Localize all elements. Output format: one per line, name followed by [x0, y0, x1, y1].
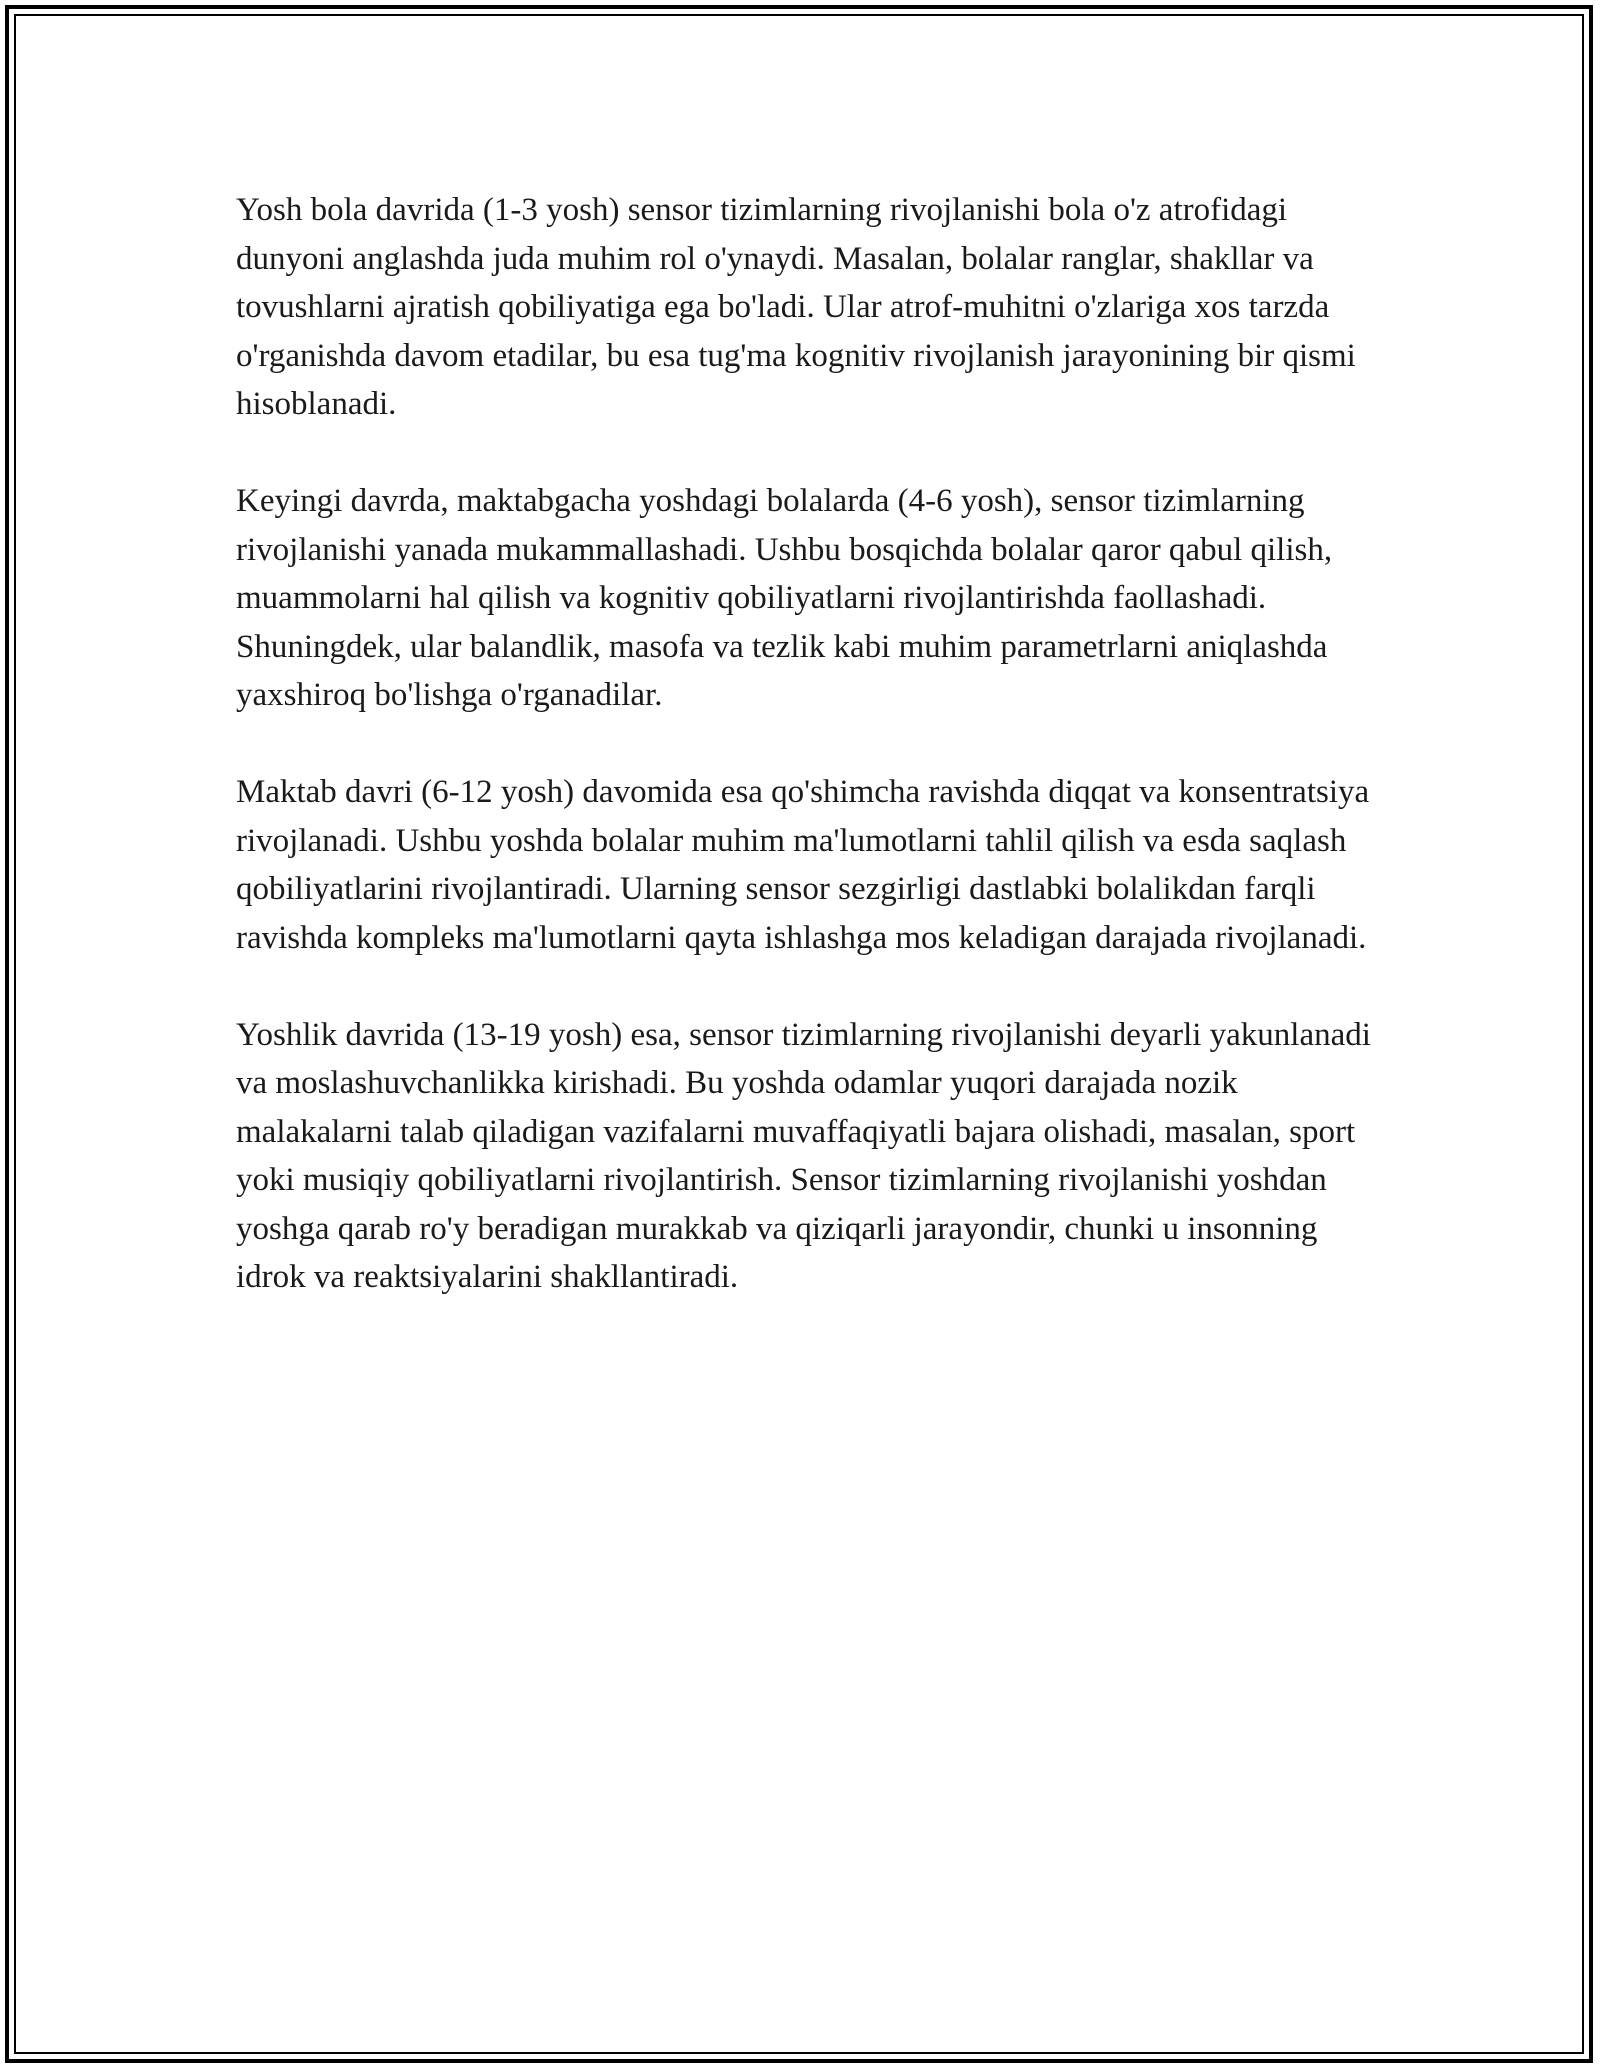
paragraph-1: Yosh bola davrida (1-3 yosh) sensor tizimlarning rivojlanishi bola o'z atrofidagi dunyoni anglashda juda muhim rol o'ynaydi. Masalan, bolalar ranglar, shakllar va tovushlarni ajratish qobiliyatiga ega bo'ladi. Ular atrof-muhitni o'zlariga xos tarzda o'rganishda davom etadilar, bu esa tug'ma kognitiv rivojlanish jarayonining bir qismi hisoblanadi.: [236, 192, 1356, 422]
paragraph-4: Yoshlik davrida (13-19 yosh) esa, sensor tizimlarning rivojlanishi deyarli yakunlanadi va moslashuvchanlikka kirishadi. Bu yoshda odamlar yuqori darajada nozik malakalarni talab qiladigan vazifalarni muvaffaqiyatli bajara olishadi, masalan, sport yoki musiqiy qobiliyatlarni rivojlantirish. Sensor tizimlarning rivojlanishi yoshdan yoshga qarab ro'y beradigan murakkab va qiziqarli jarayondir, chunki u insonning idrok va reaktsiyalarini shakllantiradi.: [236, 1016, 1371, 1295]
paragraph-3: Maktab davri (6-12 yosh) davomida esa qo'shimcha ravishda diqqat va konsentratsiya rivojlanadi. Ushbu yoshda bolalar muhim ma'lumotlarni tahlil qilish va esda saqlash qobiliyatlarini rivojlantiradi. Ularning sensor sezgirligi dastlabki bolalikdan farqli ravishda kompleks ma'lumotlarni qayta ishlashga mos keladigan darajada rivojlanadi.: [236, 774, 1370, 956]
paragraph-2: Keyingi davrda, maktabgacha yoshdagi bolalarda (4-6 yosh), sensor tizimlarning rivojlanishi yanada mukammallashadi. Ushbu bosqichda bolalar qaror qabul qilish, muammolarni hal qilish va kognitiv qobiliyatlarni rivojlantirishda faollashadi. Shuningdek, ular balandlik, masofa va tezlik kabi muhim parametrlarni aniqlashda yaxshiroq bo'lishga o'rganadilar.: [236, 483, 1333, 713]
document-body: [236, 186, 1386, 1350]
